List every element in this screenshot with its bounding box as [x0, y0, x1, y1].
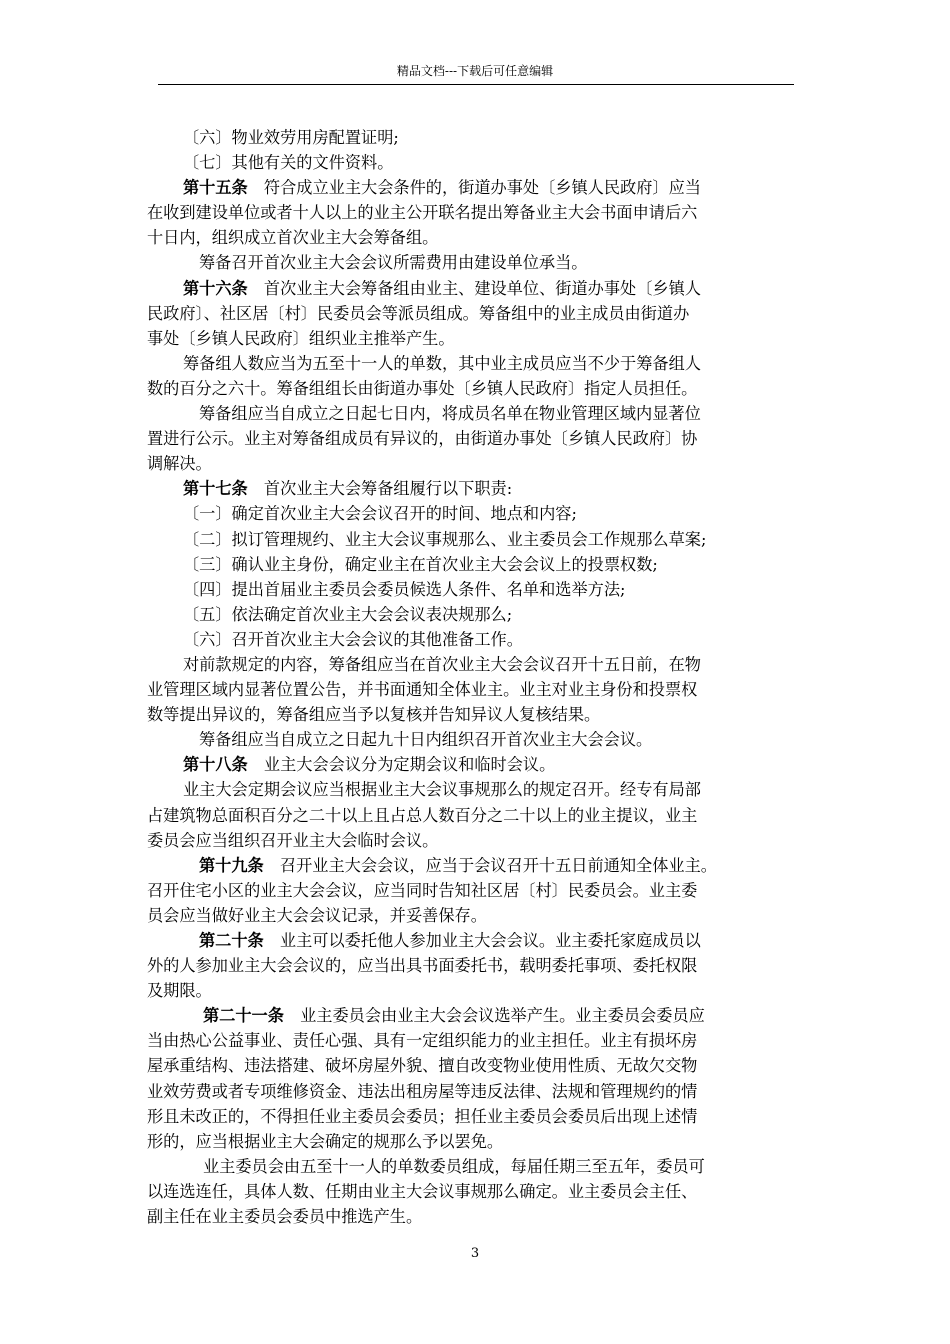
- line-text: 民政府〕、社区居〔村〕民委员会等派员组成。筹备组中的业主成员由街道办: [147, 303, 690, 323]
- paragraph-line: [147, 1028, 807, 1053]
- line-text: 形且未改正的，不得担任业主委员会委员；担任业主委员会委员后出现上述情: [147, 1106, 698, 1126]
- paragraph-line: [147, 527, 807, 552]
- line-text: 召开住宅小区的业主大会会议，应当同时告知社区居〔村〕民委员会。业主委: [147, 880, 698, 900]
- article-number: 第二十一条: [203, 1006, 284, 1026]
- article-number: 第十八条: [183, 755, 248, 775]
- paragraph-line: [147, 853, 807, 878]
- line-text: 数的百分之六十。筹备组组长由街道办事处〔乡镇人民政府〕指定人员担任。: [147, 378, 698, 398]
- line-text: 及期限。: [147, 981, 212, 1001]
- document-body: [147, 125, 807, 1229]
- paragraph-line: [147, 501, 807, 526]
- paragraph-line: [147, 677, 807, 702]
- paragraph-line: [147, 326, 807, 351]
- line-text: 业主大会会议分为定期会议和临时会议。: [247, 755, 556, 775]
- page-header: 精品文档---下载后可任意编辑: [396, 64, 554, 78]
- line-text: 〔七〕其他有关的文件资料。: [183, 153, 394, 173]
- paragraph-line: [147, 301, 807, 326]
- paragraph-line: [147, 1129, 807, 1154]
- article-number: 第十九条: [199, 855, 264, 875]
- line-text: 召开业主大会会议，应当于会议召开十五日前通知全体业主。: [263, 855, 717, 875]
- line-text: 对前款规定的内容，筹备组应当在首次业主大会会议召开十五日前，在物: [183, 654, 701, 674]
- paragraph-line: [147, 903, 807, 928]
- line-text: 〔一〕确定首次业主大会会议召开的时间、地点和内容;: [183, 504, 577, 524]
- line-text: 筹备召开首次业主大会会议所需费用由建设单位承当。: [199, 253, 588, 273]
- paragraph-line: [147, 978, 807, 1003]
- line-text: 筹备组应当自成立之日起九十日内组织召开首次业主大会会议。: [199, 730, 653, 750]
- line-text: 筹备组应当自成立之日起七日内，将成员名单在物业管理区域内显著位: [199, 404, 701, 424]
- paragraph-line: [147, 552, 807, 577]
- line-text: 业主可以委托他人参加业主大会会议。业主委托家庭成员以: [263, 931, 701, 950]
- paragraph-line: [147, 276, 807, 301]
- paragraph-line: [147, 803, 807, 828]
- line-text: 业主大会定期会议应当根据业主大会议事规那么的规定召开。经专有局部: [183, 780, 701, 800]
- line-text: 〔二〕拟订管理规约、业主大会议事规那么、业主委员会工作规那么草案;: [183, 529, 707, 549]
- paragraph-line: [147, 602, 807, 627]
- article-number: 第十六条: [183, 278, 248, 298]
- line-text: 以连选连任，具体人数、任期由业主大会议事规那么确定。业主委员会主任、: [147, 1181, 698, 1201]
- line-text: 十日内，组织成立首次业主大会筹备组。: [147, 228, 439, 248]
- line-text: 首次业主大会筹备组由业主、建设单位、街道办事处〔乡镇人: [247, 278, 701, 298]
- line-text: 在收到建设单位或者十人以上的业主公开联名提出筹备业主大会书面申请后六: [147, 203, 698, 223]
- line-text: 委员会应当组织召开业主大会临时会议。: [147, 830, 439, 850]
- paragraph-line: [147, 451, 807, 476]
- article-number: 第十七条: [183, 479, 248, 499]
- paragraph-line: [147, 175, 807, 200]
- line-text: 业主委员会由业主大会会议选举产生。业主委员会委员应: [283, 1006, 705, 1026]
- line-text: 置进行公示。业主对筹备组成员有异议的，由街道办事处〔乡镇人民政府〕协: [147, 429, 698, 449]
- paragraph-line: [147, 150, 807, 175]
- paragraph-line: [147, 125, 807, 150]
- paragraph-line: [147, 1204, 807, 1229]
- line-text: 副主任在业主委员会委员中推选产生。: [147, 1207, 423, 1227]
- paragraph-line: [147, 828, 807, 853]
- line-text: 业效劳费或者专项维修资金、违法出租房屋等违反法律、法规和管理规约的情: [147, 1081, 698, 1101]
- paragraph-line: [147, 1053, 807, 1078]
- paragraph-line: [147, 1154, 807, 1179]
- paragraph-line: [147, 1179, 807, 1204]
- paragraph-line: [147, 928, 807, 953]
- paragraph-line: [147, 476, 807, 501]
- paragraph-line: [147, 1003, 807, 1028]
- paragraph-line: [147, 953, 807, 978]
- line-text: 〔四〕提出首届业主委员会委员候选人条件、名单和选举方法;: [183, 579, 626, 599]
- paragraph-line: [147, 351, 807, 376]
- line-text: 屋承重结构、违法搭建、破坏房屋外貌、擅自改变物业使用性质、无故欠交物: [147, 1056, 698, 1076]
- paragraph-line: [147, 250, 807, 275]
- paragraph-line: [147, 777, 807, 802]
- line-text: 占建筑物总面积百分之二十以上且占总人数百分之二十以上的业主提议，业主: [147, 805, 698, 825]
- paragraph-line: [147, 225, 807, 250]
- line-text: 外的人参加业主大会会议的，应当出具书面委托书，载明委托事项、委托权限: [147, 956, 698, 976]
- paragraph-line: [147, 426, 807, 451]
- paragraph-line: [147, 376, 807, 401]
- line-text: 员会应当做好业主大会会议记录，并妥善保存。: [147, 905, 487, 925]
- article-number: 第二十条: [199, 931, 264, 950]
- line-text: 首次业主大会筹备组履行以下职责:: [247, 479, 513, 499]
- paragraph-line: [147, 702, 807, 727]
- line-text: 数等提出异议的，筹备组应当予以复核并告知异议人复核结果。: [147, 705, 601, 725]
- line-text: 符合成立业主大会条件的，街道办事处〔乡镇人民政府〕应当: [247, 178, 701, 198]
- paragraph-line: [147, 1079, 807, 1104]
- line-text: 〔五〕依法确定首次业主大会会议表决规那么;: [183, 604, 513, 624]
- paragraph-line: [147, 1104, 807, 1129]
- paragraph-line: [147, 652, 807, 677]
- paragraph-line: [147, 627, 807, 652]
- line-text: 调解决。: [147, 454, 212, 474]
- paragraph-line: [147, 200, 807, 225]
- line-text: 〔六〕召开首次业主大会会议的其他准备工作。: [183, 629, 523, 649]
- paragraph-line: [147, 727, 807, 752]
- line-text: 业主委员会由五至十一人的单数委员组成，每届任期三至五年，委员可: [203, 1156, 705, 1176]
- article-number: 第十五条: [183, 178, 248, 198]
- paragraph-line: [147, 401, 807, 426]
- header-divider: [158, 84, 794, 85]
- paragraph-line: [147, 878, 807, 903]
- line-text: 〔三〕确认业主身份，确定业主在首次业主大会会议上的投票权数;: [183, 554, 658, 574]
- line-text: 形的，应当根据业主大会确定的规那么予以罢免。: [147, 1131, 504, 1151]
- page-number: 3: [470, 1246, 480, 1261]
- line-text: 当由热心公益事业、责任心强、具有一定组织能力的业主担任。业主有损坏房: [147, 1031, 698, 1051]
- line-text: 业管理区域内显著位置公告，并书面通知全体业主。业主对业主身份和投票权: [147, 680, 698, 700]
- paragraph-line: [147, 752, 807, 777]
- line-text: 筹备组人数应当为五至十一人的单数，其中业主成员应当不少于筹备组人: [183, 353, 701, 373]
- paragraph-line: [147, 577, 807, 602]
- line-text: 事处〔乡镇人民政府〕组织业主推举产生。: [147, 328, 455, 348]
- line-text: 〔六〕物业效劳用房配置证明;: [183, 128, 399, 147]
